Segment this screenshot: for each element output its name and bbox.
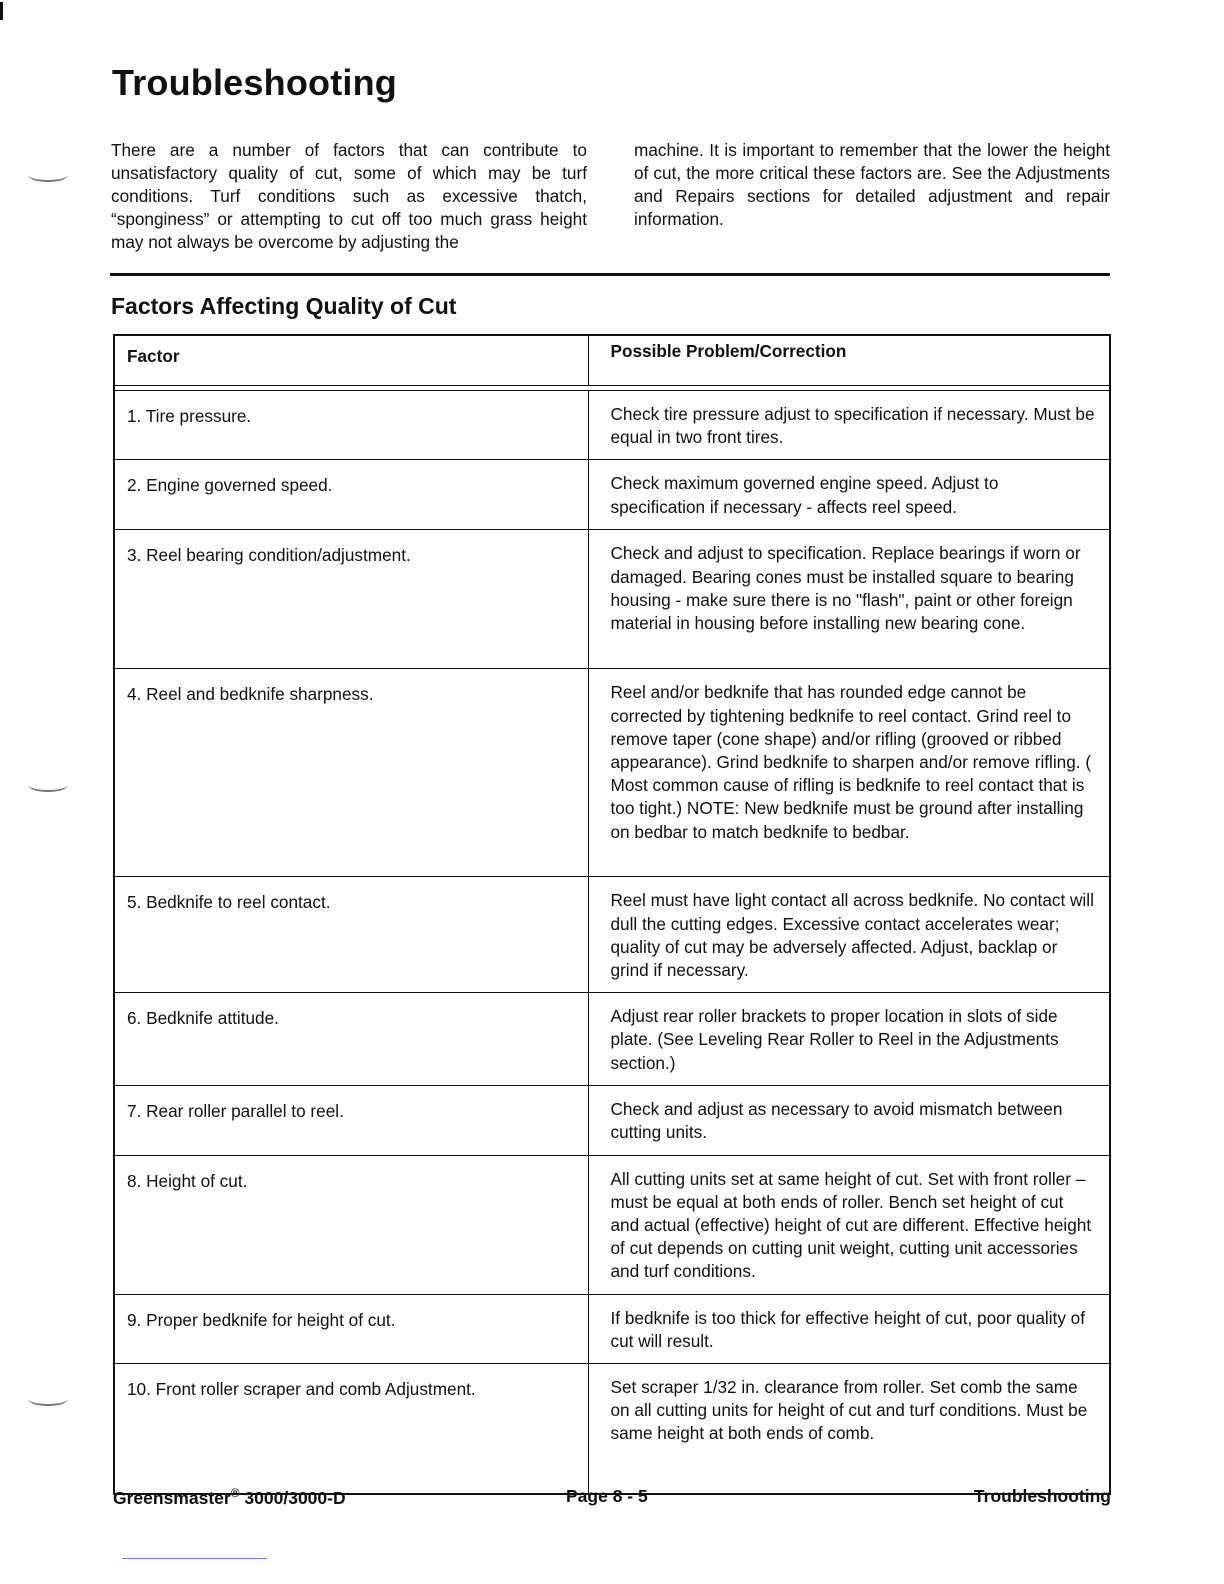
page-title: Troubleshooting (112, 62, 397, 103)
correction-cell: Reel must have light contact all across bedknife. No contact will dull the cutting edges. Excessive contact accelerates wear; quality of cut may be adversely affected. Adjust, backlap or grind if necessary. (588, 877, 1110, 993)
table-row (114, 391, 1110, 460)
correction-cell: Adjust rear roller brackets to proper location in slots of side plate. (See Leveling Rear Roller to Reel in the Adjustments section.) (588, 993, 1110, 1086)
factor-cell: 3. Reel bearing condition/adjustment. (114, 530, 588, 669)
factor-cell: 8. Height of cut. (114, 1155, 588, 1294)
scan-artifact-line (122, 1558, 267, 1559)
correction-cell: Check and adjust as necessary to avoid mismatch between cutting units. (588, 1086, 1110, 1155)
correction-cell: Check and adjust to specification. Replace bearings if worn or damaged. Bearing cones must be installed square to bearing housing - make sure there is no "flash", paint or other foreign material in housing before installing new bearing cone. (588, 530, 1110, 669)
scan-edge-mark (0, 2, 3, 20)
binder-hole-mark (28, 1392, 68, 1406)
correction-cell: Check tire pressure adjust to specification if necessary. Must be equal in two front tires. (588, 391, 1110, 460)
factor-cell: 10. Front roller scraper and comb Adjustment. (114, 1364, 588, 1494)
table-row (114, 1155, 1110, 1294)
intro-paragraph-right: machine. It is important to remember that the lower the height of cut, the more critical these factors are. See the Adjustments and Repairs sections for detailed adjustment and repair information. (634, 140, 1110, 229)
factor-cell: 5. Bedknife to reel contact. (114, 877, 588, 993)
factor-cell: 9. Proper bedknife for height of cut. (114, 1294, 588, 1363)
factor-cell: 6. Bedknife attitude. (114, 993, 588, 1086)
binder-hole-mark (28, 168, 68, 182)
footer-section: Troubleshooting (973, 1486, 1111, 1506)
table-row (114, 1364, 1110, 1494)
intro-paragraph-left: There are a number of factors that can contribute to unsatisfactory quality of cut, some of which may be turf conditions. Turf conditions such as excessive thatch, “sponginess” or attempting to cut off too much grass height may not always be overcome by adjusting the (111, 140, 587, 252)
table-header-row (114, 335, 1110, 386)
table-row (114, 530, 1110, 669)
binder-hole-mark (28, 778, 68, 792)
registered-mark: ® (230, 1486, 240, 1500)
factor-cell: 1. Tire pressure. (114, 391, 588, 460)
table-row (114, 1086, 1110, 1155)
section-divider (110, 273, 1110, 276)
table-row (114, 993, 1110, 1086)
factor-cell: 2. Engine governed speed. (114, 460, 588, 530)
correction-cell: Check maximum governed engine speed. Adjust to specification if necessary - affects reel speed. (588, 460, 1110, 530)
correction-cell: All cutting units set at same height of cut. Set with front roller – must be equal at both ends of roller. Bench set height of cut and actual (effective) height of cut are different. Effective height of cut depends on cutting unit weight, cutting unit accessories and turf conditions. (588, 1155, 1110, 1294)
footer-model-name: Greensmaster (113, 1487, 231, 1508)
factor-cell: 7. Rear roller parallel to reel. (114, 1086, 588, 1155)
section-title: Factors Affecting Quality of Cut (111, 293, 457, 319)
correction-cell: Set scraper 1/32 in. clearance from roller. Set comb the same on all cutting units for height of cut and turf conditions. Must be same height at both ends of comb. (588, 1364, 1110, 1494)
table-row (114, 460, 1110, 530)
quality-of-cut-table (113, 334, 1111, 1495)
table-row (114, 877, 1110, 993)
factor-cell: 4. Reel and bedknife sharpness. (114, 669, 588, 877)
table-row (114, 1294, 1110, 1363)
table-row (114, 669, 1110, 877)
factor-column-header: Factor (114, 335, 588, 386)
footer-page-number: Page 8 - 5 (566, 1486, 648, 1506)
footer-model (113, 1486, 346, 1509)
correction-column-header: Possible Problem/Correction (588, 335, 1110, 386)
footer-model-suffix: 3000/3000-D (239, 1487, 346, 1508)
correction-cell: Reel and/or bedknife that has rounded edge cannot be corrected by tightening bedknife to reel contact. Grind reel to remove taper (cone shape) and/or rifling (grooved or ribbed appearance). Grind bedknife to sharpen and/or remove rifling. ( Most common cause of rifling is bedknife to reel contact that is too tight.) NOTE: New bedknife must be ground after installing on bedbar to match bedknife to bedbar. (588, 669, 1110, 877)
correction-cell: If bedknife is too thick for effective height of cut, poor quality of cut will result. (588, 1294, 1110, 1363)
